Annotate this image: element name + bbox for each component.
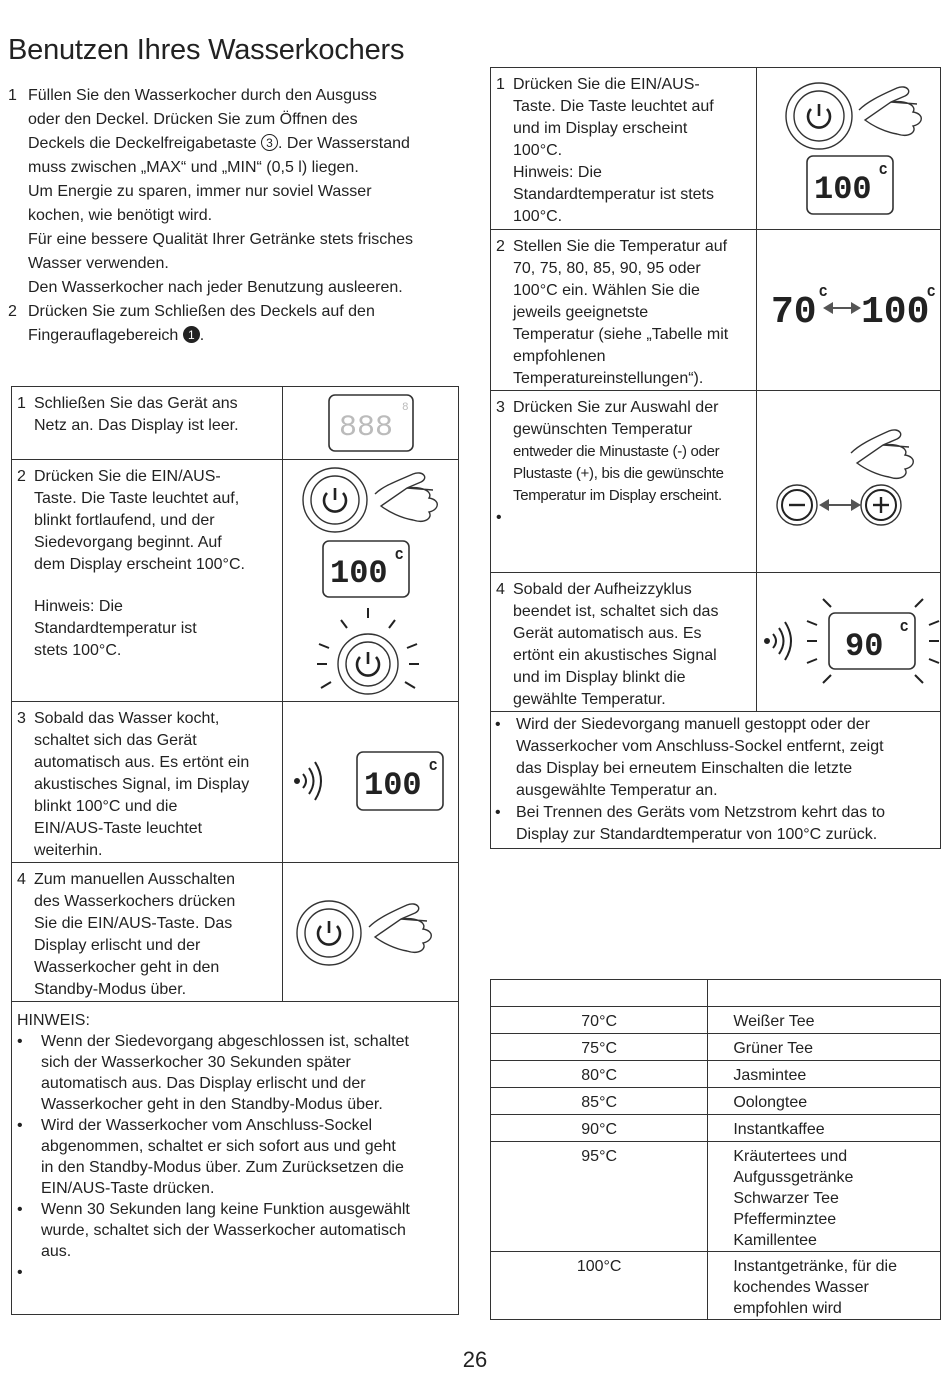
step-number: 2 — [496, 238, 505, 255]
step-text-line: Hinweis: Die — [34, 598, 123, 615]
drink-line: Schwarzer Tee — [733, 1190, 839, 1207]
note-bullet — [495, 714, 936, 802]
pointing-hand-icon — [851, 430, 913, 478]
step-text-line: Sobald das Wasser kocht, — [34, 710, 220, 727]
lcd-display-icon — [807, 156, 893, 214]
step-text-line: Display erlischt und der — [34, 937, 201, 954]
bullet-line: wurde, schaltet sich der Wasserkocher automatisch — [41, 1222, 406, 1239]
sound-waves-icon — [765, 622, 791, 660]
bullet-mark: • — [495, 804, 501, 821]
step-text-line: schaltet sich das Gerät — [34, 732, 197, 749]
step-text-line: des Wasserkochers drücken — [34, 893, 236, 910]
intro-line — [28, 324, 375, 348]
step-text-line: gewählte Temperatur. — [513, 691, 666, 708]
temperature-table — [490, 979, 941, 1320]
lcd-digits: 70 — [770, 291, 817, 334]
drink-line: Instantgetränke, für die — [733, 1258, 897, 1275]
step-text-line: gewünschten Temperatur — [513, 421, 693, 438]
step-text-line: Temperatureinstellungen“). — [513, 370, 704, 387]
note-bullet-empty — [17, 1262, 453, 1283]
bullet-line: ausgewählte Temperatur an. — [516, 782, 718, 799]
bullet-line: Display zur Standardtemperatur von 100°C zurück. — [516, 826, 878, 843]
intro-line-text: Deckels die Deckelfreigabetaste — [28, 135, 257, 152]
intro-line: Um Energie zu sparen, immer nur soviel Wasser — [28, 183, 372, 200]
step-text-line: beendet ist, schaltet sich das — [513, 603, 719, 620]
step-text-line: und im Display erscheint — [513, 120, 688, 137]
step-text-line: EIN/AUS-Taste leuchtet — [34, 820, 203, 837]
left-steps-table — [11, 386, 459, 1315]
right-step-row-2 — [491, 230, 941, 391]
intro-line: Den Wasserkocher nach jeder Benutzung ausleeren. — [28, 279, 403, 296]
lid-release-ref-badge: 3 — [261, 134, 278, 151]
lcd-unit: C — [818, 285, 828, 301]
intro-line: muss zwischen „MAX“ und „MIN“ (0,5 l) liegen. — [28, 159, 359, 176]
lcd-digits: 100 — [860, 291, 930, 334]
step-number: 4 — [17, 871, 26, 888]
step-text-line: 100°C ein. Wählen Sie die — [513, 282, 700, 299]
pointing-hand-icon — [859, 87, 921, 135]
temp-row — [491, 1252, 941, 1320]
temp-table-header — [491, 980, 941, 1007]
bullet-mark: • — [17, 1264, 23, 1281]
temperature-range-illustration — [757, 230, 942, 389]
power-button-icon — [338, 634, 398, 694]
step-number: 3 — [496, 399, 505, 416]
step-text-line: Standby-Modus über. — [34, 981, 187, 998]
step-text-line: stets 100°C. — [34, 642, 122, 659]
bullet-line: Wenn der Siedevorgang abgeschlossen ist, schaltet — [41, 1033, 409, 1050]
right-step-row-4 — [491, 573, 941, 712]
note-bullet — [495, 802, 936, 846]
right-note-row — [491, 712, 941, 849]
step-text-line: automatisch aus. Es ertönt ein — [34, 754, 250, 771]
left-step-row-3 — [12, 702, 459, 863]
drink-cell: Instantkaffee — [708, 1115, 941, 1142]
left-step-row-4 — [12, 863, 459, 1002]
drink-line: Aufgussgetränke — [733, 1169, 854, 1186]
bullet-line: aus. — [41, 1243, 72, 1260]
temp-row — [491, 1142, 941, 1252]
intro-item-2 — [8, 300, 463, 348]
step-text-line: jeweils geeignetste — [513, 304, 649, 321]
intro-line: kochen, wie benötigt wird. — [28, 207, 213, 224]
bullet-line: Wasserkocher vom Anschluss-Sockel entfernt, zeigt — [516, 738, 884, 755]
cycle-done-illustration — [757, 573, 942, 710]
power-button-icon — [303, 468, 367, 532]
step-text-line: empfohlenen — [513, 348, 606, 365]
temp-cell: 80°C — [491, 1061, 708, 1088]
step-text-line: 100°C. — [513, 208, 563, 225]
boiled-signal-illustration — [283, 702, 460, 862]
intro-instructions — [8, 84, 463, 348]
lcd-display-icon — [829, 613, 915, 669]
bullet-line: EIN/AUS-Taste drücken. — [41, 1180, 215, 1197]
blank-display-illustration — [283, 387, 460, 460]
step-spacer — [34, 576, 245, 596]
right-steps-table — [490, 67, 941, 849]
lcd-unit: 8 — [401, 402, 409, 414]
step-text-line: Taste. Die Taste leuchtet auf, — [34, 490, 240, 507]
power-on-illustration — [757, 68, 942, 230]
finger-area-ref-badge: 1 — [183, 326, 200, 343]
step-number: 1 — [496, 76, 505, 93]
left-note-row — [12, 1002, 459, 1315]
drink-cell — [708, 1142, 941, 1252]
page-title: Benutzen Ihres Wasserkochers — [8, 34, 405, 66]
step-text-line: Drücken Sie die EIN/AUS- — [513, 76, 700, 93]
drink-line: Kamillentee — [733, 1232, 817, 1249]
step-text-line: 100°C. — [513, 142, 563, 159]
step-text-line: Temperatur (siehe „Tabelle mit — [513, 326, 729, 343]
temp-row — [491, 1061, 941, 1088]
lcd-unit: C — [394, 548, 404, 564]
step-text-line: Standardtemperatur ist stets — [513, 186, 714, 203]
bullet-line: das Display bei erneutem Einschalten die letzte — [516, 760, 853, 777]
step-number: 4 — [496, 581, 505, 598]
power-button-icon — [786, 83, 852, 149]
bullet-line: Wasserkocher geht in den Standby-Modus über. — [41, 1096, 383, 1113]
manual-off-illustration — [283, 863, 460, 1000]
intro-line-text: Fingerauflagebereich — [28, 327, 179, 344]
step-text-line: blinkt fortlaufend, und der — [34, 512, 215, 529]
bullet-mark: • — [496, 509, 502, 526]
lcd-digits: 100 — [363, 767, 422, 804]
bullet-mark: • — [17, 1033, 23, 1050]
step-text-line: Plustaste (+), bis die gewünschte — [513, 465, 724, 482]
step-number: 2 — [17, 468, 26, 485]
step-text-line: Standardtemperatur ist — [34, 620, 197, 637]
step-text-line: Schließen Sie das Gerät ans — [34, 395, 238, 412]
right-step-row-3 — [491, 391, 941, 573]
intro-line: Füllen Sie den Wasserkocher durch den Ausguss — [28, 87, 377, 104]
step-text-line: ertönt ein akustisches Signal — [513, 647, 717, 664]
step-text-line: Sie die EIN/AUS-Taste. Das — [34, 915, 233, 932]
step-text-line: entweder die Minustaste (-) oder — [513, 443, 720, 460]
step-text-line: Siedevorgang beginnt. Auf — [34, 534, 222, 551]
drink-cell: Grüner Tee — [708, 1034, 941, 1061]
sound-waves-icon — [295, 762, 321, 800]
double-arrow-icon — [823, 302, 861, 314]
drink-line: kochendes Wasser — [733, 1279, 869, 1296]
intro-line-text: . — [199, 327, 205, 344]
note-bullet — [17, 1199, 453, 1262]
left-step-row-1 — [12, 387, 459, 460]
plus-minus-illustration — [757, 391, 942, 573]
lcd-unit: C — [926, 285, 936, 301]
bullet-line: in den Standby-Modus über. Zum Zurücksetzen die — [41, 1159, 404, 1176]
pointing-hand-icon — [369, 904, 431, 952]
minus-button-icon — [777, 485, 817, 525]
drink-line: Kräutertees und — [733, 1148, 848, 1165]
temp-row — [491, 1115, 941, 1142]
note-heading: HINWEIS: — [17, 1012, 90, 1029]
step-text-line: Wasserkocher geht in den — [34, 959, 220, 976]
temp-row — [491, 1034, 941, 1061]
step-number: 1 — [17, 395, 26, 412]
drink-line: Pfefferminztee — [733, 1211, 837, 1228]
drink-cell: Jasmintee — [708, 1061, 941, 1088]
lcd-display-icon — [357, 752, 443, 810]
bullet-line: automatisch aus. Das Display erlischt und der — [41, 1075, 366, 1092]
lcd-unit: C — [878, 163, 888, 179]
step-number: 3 — [17, 710, 26, 727]
bullet-line: Wird der Siedevorgang manuell gestoppt oder der — [516, 716, 870, 733]
intro-item-1 — [8, 84, 463, 300]
temp-cell: 75°C — [491, 1034, 708, 1061]
step-text-line: Gerät automatisch aus. Es — [513, 625, 702, 642]
temp-cell: 95°C — [491, 1142, 708, 1252]
drink-line: empfohlen wird — [733, 1300, 842, 1317]
intro-line: Für eine bessere Qualität Ihrer Getränke stets frisches — [28, 231, 414, 248]
drink-cell: Oolongtee — [708, 1088, 941, 1115]
intro-item-number: 1 — [8, 87, 17, 104]
intro-item-number: 2 — [8, 303, 17, 320]
intro-line: Drücken Sie zum Schließen des Deckels auf den — [28, 303, 375, 320]
drink-cell: Weißer Tee — [708, 1007, 941, 1034]
power-button-icon — [297, 901, 361, 965]
temp-cell: 90°C — [491, 1115, 708, 1142]
lcd-digits: 100 — [813, 171, 872, 208]
step-text-line: Drücken Sie zur Auswahl der — [513, 399, 719, 416]
bullet-line: Bei Trennen des Geräts vom Netzstrom kehrt das to — [516, 804, 886, 821]
bullet-line: Wenn 30 Sekunden lang keine Funktion ausgewählt — [41, 1201, 410, 1218]
step-text-line: Netz an. Das Display ist leer. — [34, 417, 239, 434]
step-text-line: weiterhin. — [34, 842, 103, 859]
lcd-unit: C — [428, 759, 438, 775]
temp-cell: 85°C — [491, 1088, 708, 1115]
step-text-line: akustisches Signal, im Display — [34, 776, 250, 793]
bullet-mark: • — [17, 1201, 23, 1218]
step-text-line: blinkt 100°C und die — [34, 798, 178, 815]
step-text-line: und im Display blinkt die — [513, 669, 686, 686]
intro-line: Wasser verwenden. — [28, 255, 169, 272]
step-text-line: Temperatur im Display erscheint. — [513, 487, 722, 504]
step-text-line: Stellen Sie die Temperatur auf — [513, 238, 728, 255]
step-text-line: Taste. Die Taste leuchtet auf — [513, 98, 714, 115]
left-step-row-2 — [12, 460, 459, 702]
intro-line — [28, 132, 413, 156]
lcd-digits: 100 — [329, 555, 388, 592]
bullet-line: abgenommen, schaltet er sich sofort aus und geht — [41, 1138, 396, 1155]
bullet-mark: • — [17, 1117, 23, 1134]
lcd-digits: 888 — [338, 411, 393, 445]
power-press-illustration — [283, 460, 460, 702]
intro-line: oder den Deckel. Drücken Sie zum Öffnen des — [28, 111, 358, 128]
note-bullet — [17, 1115, 453, 1199]
step-text-line: Drücken Sie die EIN/AUS- — [34, 468, 221, 485]
step-text-line: Zum manuellen Ausschalten — [34, 871, 235, 888]
double-arrow-icon — [819, 499, 861, 511]
temp-row — [491, 1088, 941, 1115]
temp-cell: 100°C — [491, 1252, 708, 1320]
plus-button-icon — [861, 485, 901, 525]
step-text-line: 70, 75, 80, 85, 90, 95 oder — [513, 260, 701, 277]
bullet-line: Wird der Wasserkocher vom Anschluss-Sockel — [41, 1117, 373, 1134]
page-number: 26 — [462, 1347, 488, 1372]
lcd-display-icon — [323, 541, 409, 597]
step-text-line: Hinweis: Die — [513, 164, 602, 181]
lcd-unit: C — [899, 620, 909, 636]
temp-cell: 70°C — [491, 1007, 708, 1034]
drink-cell — [708, 1252, 941, 1320]
bullet-line: sich der Wasserkocher 30 Sekunden später — [41, 1054, 351, 1071]
bullet-mark: • — [495, 716, 501, 733]
intro-line-text: . Der Wasserstand — [278, 135, 410, 152]
step-text-line: Sobald der Aufheizzyklus — [513, 581, 692, 598]
pointing-hand-icon — [375, 473, 437, 521]
note-bullet — [17, 1031, 453, 1115]
lcd-digits: 90 — [844, 628, 884, 665]
step-text-line: dem Display erscheint 100°C. — [34, 556, 245, 573]
right-step-row-1 — [491, 68, 941, 230]
temp-row — [491, 1007, 941, 1034]
